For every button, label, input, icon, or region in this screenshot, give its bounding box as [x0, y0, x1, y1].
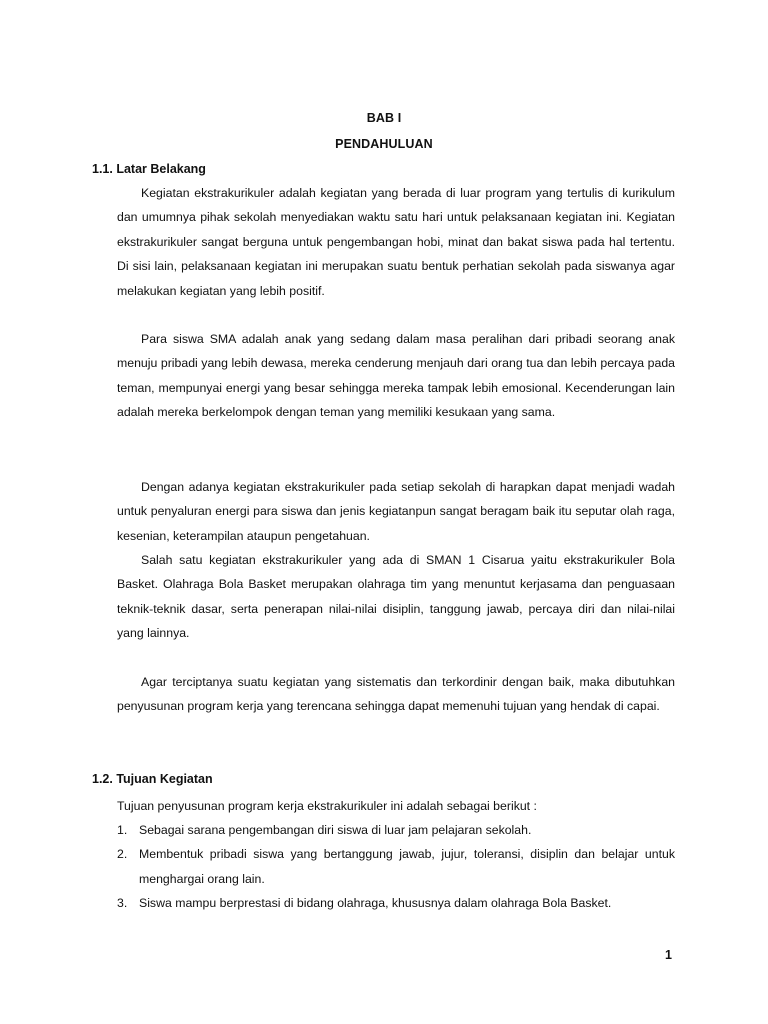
paragraph-1: Kegiatan ekstrakurikuler adalah kegiatan yang berada di luar program yang tertulis di kurikulum dan umumnya pihak sekolah menyediakan waktu satu hari untuk pelaksanaan kegiatan ini. Kegiatan ekstrakurikuler sangat berguna untuk pengembangan hobi, minat dan bakat siswa pada hal tertentu. Di sisi lain, pelaksanaan kegiatan ini merupakan suatu bentuk perhatian sekolah pada siswanya agar melakukan kegiatan yang lebih positif.: [117, 186, 675, 298]
list-item: [117, 818, 675, 842]
section-heading-tujuan-kegiatan: 1.2. Tujuan Kegiatan: [92, 772, 213, 786]
list-item-number: 2.: [117, 847, 128, 862]
list-item-text: Membentuk pribadi siswa yang bertanggung jawab, jujur, toleransi, disiplin dan belajar untuk menghargai orang lain.: [139, 847, 675, 886]
list-item-text: Sebagai sarana pengembangan diri siswa di luar jam pelajaran sekolah.: [139, 823, 532, 837]
list-item-number: 1.: [117, 823, 128, 837]
page-number: 1: [665, 948, 672, 962]
list-item-number: 3.: [117, 896, 128, 911]
list-item: [117, 842, 675, 891]
tujuan-list: [117, 818, 675, 916]
paragraph-2: Para siswa SMA adalah anak yang sedang dalam masa peralihan dari pribadi seorang anak menuju pribadi yang lebih dewasa, mereka cenderung menjauh dari orang tua dan lebih percaya pada teman, mempunyai energi yang besar sehingga mereka tampak lebih emosional. Kecenderungan lain adalah mereka berkelompok dengan teman yang memiliki kesukaan yang sama.: [117, 332, 675, 420]
list-item-text: Siswa mampu berprestasi di bidang olahraga, khususnya dalam olahraga Bola Basket.: [139, 896, 612, 911]
paragraph-5: Agar terciptanya suatu kegiatan yang sistematis dan terkordinir dengan baik, maka dibutuhkan penyusunan program kerja yang terencana sehingga dapat memenuhi tujuan yang hendak di capai.: [117, 675, 675, 714]
chapter-label: BAB I: [366, 111, 402, 125]
chapter-title: PENDAHULUAN: [335, 137, 433, 151]
section-heading-latar-belakang: 1.1. Latar Belakang: [92, 162, 206, 176]
paragraph-4: Salah satu kegiatan ekstrakurikuler yang ada di SMAN 1 Cisarua yaitu ekstrakurikuler Bola Basket. Olahraga Bola Basket merupakan olahraga tim yang menuntut kerjasama dan penguasaan teknik-teknik dasar, serta penerapan nilai-nilai disiplin, tanggung jawab, percaya diri dan nilai-nilai yang lainnya.: [117, 553, 675, 641]
list-item: [117, 891, 675, 915]
paragraph-3: Dengan adanya kegiatan ekstrakurikuler pada setiap sekolah di harapkan dapat menjadi wadah untuk penyaluran energi para siswa dan jenis kegiatanpun sangat beragam baik itu seputar olah raga, kesenian, keterampilan ataupun pengetahuan.: [117, 480, 675, 543]
tujuan-intro: Tujuan penyusunan program kerja ekstrakurikuler ini adalah sebagai berikut :: [117, 799, 537, 813]
